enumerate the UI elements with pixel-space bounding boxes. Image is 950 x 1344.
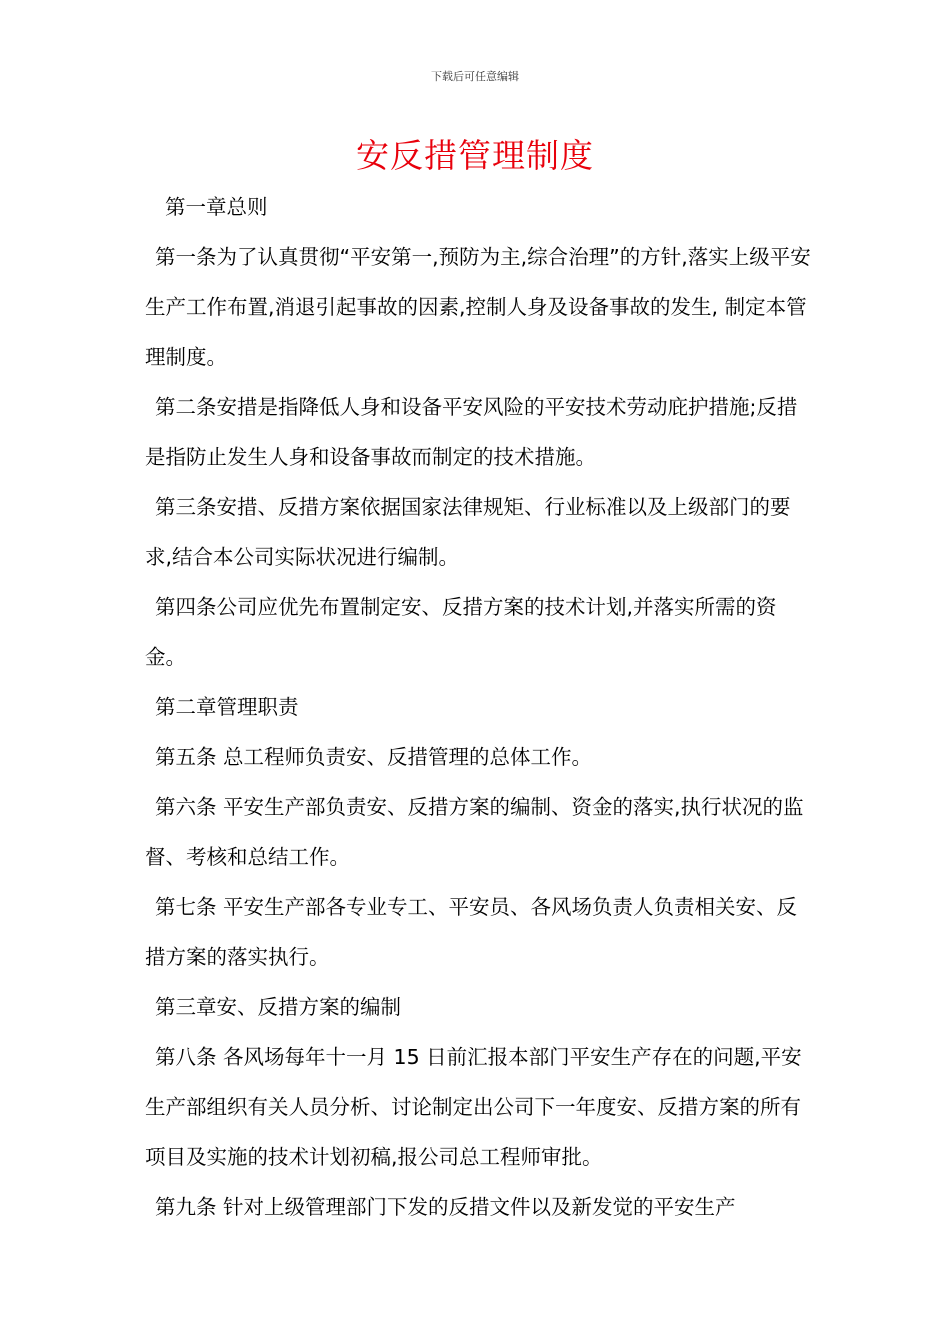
- chapter-heading: 第一章总则: [165, 195, 268, 219]
- article-paragraph: 第六条 平安生产部负责安、反措方案的编制、资金的落实,执行状况的监督、考核和总结工作。: [145, 795, 804, 869]
- header-note: 下载后可任意编辑: [431, 70, 519, 83]
- article-paragraph: 第一条为了认真贯彻“平安第一,预防为主,综合治理”的方针,落实上级平安生产工作布置,消退引起事故的因素,控制人身及设备事故的发生, 制定本管理制度。: [145, 245, 811, 369]
- article-paragraph: 第七条 平安生产部各专业专工、平安员、各风场负责人负责相关安、反措方案的落实执行。: [145, 895, 798, 969]
- article-paragraph: 第二条安措是指降低人身和设备平安风险的平安技术劳动庇护措施;反措是指防止发生人身和设备事故而制定的技术措施。: [145, 395, 798, 469]
- article-paragraph: 第四条公司应优先布置制定安、反措方案的技术计划,并落实所需的资金。: [145, 595, 777, 669]
- document-title: 安反措管理制度: [356, 136, 594, 175]
- article-paragraph: 第五条 总工程师负责安、反措管理的总体工作。: [155, 745, 593, 769]
- article-paragraph: 第三条安措、反措方案依据国家法律规矩、行业标准以及上级部门的要求,结合本公司实际状况进行编制。: [145, 495, 791, 569]
- article-paragraph: 第八条 各风场每年十一月 15 日前汇报本部门平安生产存在的问题,平安生产部组织有关人员分析、讨论制定出公司下一年度安、反措方案的所有项目及实施的技术计划初稿,报公司总工程师审批。: [145, 1045, 802, 1169]
- chapter-heading: 第二章管理职责: [155, 695, 299, 719]
- article-paragraph: 第九条 针对上级管理部门下发的反措文件以及新发觉的平安生产: [155, 1195, 736, 1219]
- document-body: [145, 182, 815, 1232]
- chapter-heading: 第三章安、反措方案的编制: [155, 995, 401, 1019]
